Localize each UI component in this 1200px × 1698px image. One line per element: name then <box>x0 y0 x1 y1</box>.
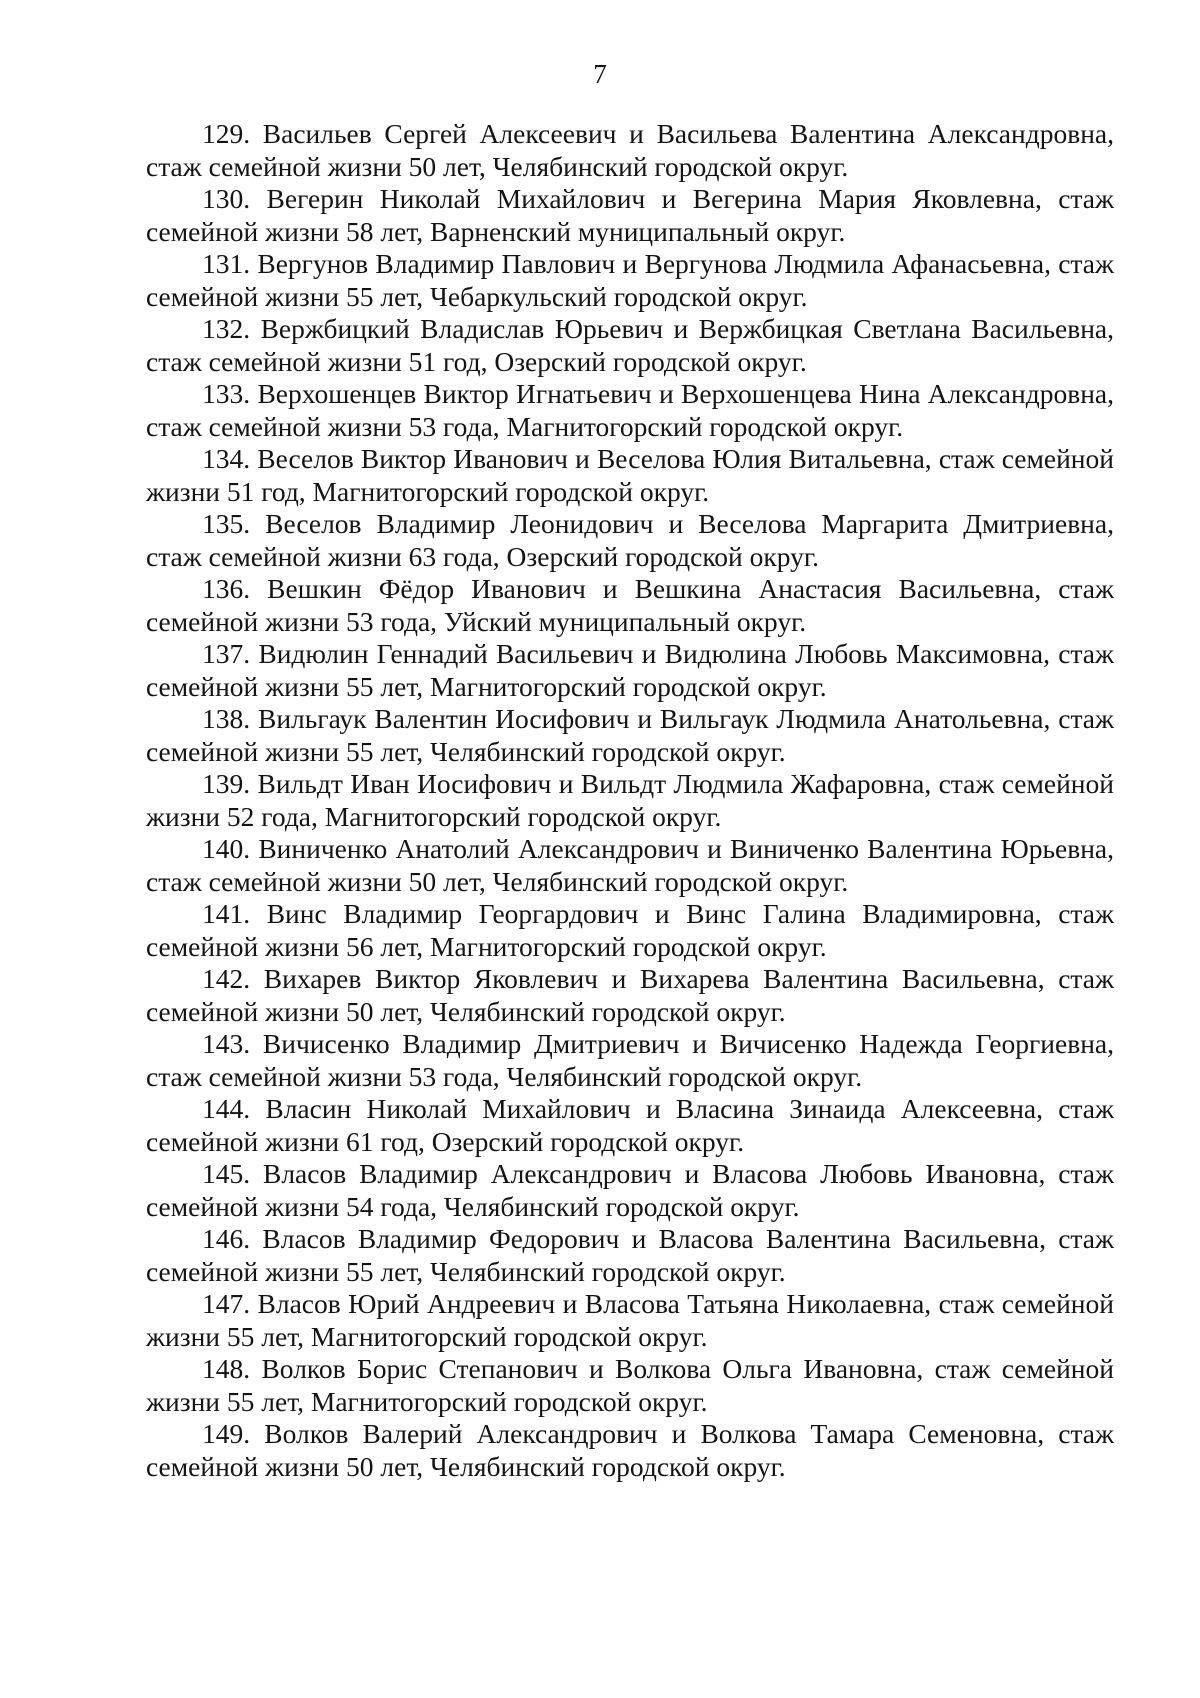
list-item: 133. Верхошенцев Виктор Игнатьевич и Верхошенцева Нина Александровна, стаж семейной жизни 53 года, Магнитогорский городской округ. <box>146 378 1114 442</box>
list-item: 147. Власов Юрий Андреевич и Власова Татьяна Николаевна, стаж семейной жизни 55 лет, Магнитогорский городской округ. <box>146 1288 1114 1352</box>
list-item: 138. Вильгаук Валентин Иосифович и Вильгаук Людмила Анатольевна, стаж семейной жизни 55 лет, Челябинский городской округ. <box>146 703 1114 767</box>
list-item: 139. Вильдт Иван Иосифович и Вильдт Людмила Жафаровна, стаж семейной жизни 52 года, Магнитогорский городской округ. <box>146 768 1114 832</box>
list-item: 130. Вегерин Николай Михайлович и Вегерина Мария Яковлевна, стаж семейной жизни 58 лет, Варненский муниципальный округ. <box>146 183 1114 247</box>
list-item: 131. Вергунов Владимир Павлович и Вергунова Людмила Афанасьевна, стаж семейной жизни 55 лет, Чебаркульский городской округ. <box>146 248 1114 312</box>
list-item: 142. Вихарев Виктор Яковлевич и Вихарева Валентина Васильевна, стаж семейной жизни 50 лет, Челябинский городской округ. <box>146 963 1114 1027</box>
list-item: 148. Волков Борис Степанович и Волкова Ольга Ивановна, стаж семейной жизни 55 лет, Магнитогорский городской округ. <box>146 1353 1114 1417</box>
list-item: 149. Волков Валерий Александрович и Волкова Тамара Семеновна, стаж семейной жизни 50 лет, Челябинский городской округ. <box>146 1418 1114 1482</box>
list-item: 144. Власин Николай Михайлович и Власина Зинаида Алексеевна, стаж семейной жизни 61 год, Озерский городской округ. <box>146 1093 1114 1157</box>
list-item: 134. Веселов Виктор Иванович и Веселова Юлия Витальевна, стаж семейной жизни 51 год, Магнитогорский городской округ. <box>146 443 1114 507</box>
list-item: 132. Вержбицкий Владислав Юрьевич и Вержбицкая Светлана Васильевна, стаж семейной жизни 51 год, Озерский городской округ. <box>146 313 1114 377</box>
page-number: 7 <box>593 59 607 89</box>
list-item: 136. Вешкин Фёдор Иванович и Вешкина Анастасия Васильевна, стаж семейной жизни 53 года, Уйский муниципальный округ. <box>146 573 1114 637</box>
list-item: 146. Власов Владимир Федорович и Власова Валентина Васильевна, стаж семейной жизни 55 лет, Челябинский городской округ. <box>146 1223 1114 1287</box>
list-item: 140. Виниченко Анатолий Александрович и Виниченко Валентина Юрьевна, стаж семейной жизни 50 лет, Челябинский городской округ. <box>146 833 1114 897</box>
list-item: 145. Власов Владимир Александрович и Власова Любовь Ивановна, стаж семейной жизни 54 года, Челябинский городской округ. <box>146 1158 1114 1222</box>
list-item: 143. Вичисенко Владимир Дмитриевич и Вичисенко Надежда Георгиевна, стаж семейной жизни 53 года, Челябинский городской округ. <box>146 1028 1114 1092</box>
list-item: 129. Васильев Сергей Алексеевич и Васильева Валентина Александровна, стаж семейной жизни 50 лет, Челябинский городской округ. <box>146 118 1114 182</box>
list-item: 141. Винс Владимир Георгардович и Винс Галина Владимировна, стаж семейной жизни 56 лет, Магнитогорский городской округ. <box>146 898 1114 962</box>
entry-list <box>146 118 1114 1483</box>
list-item: 135. Веселов Владимир Леонидович и Веселова Маргарита Дмитриевна, стаж семейной жизни 63 года, Озерский городской округ. <box>146 508 1114 572</box>
list-item: 137. Видюлин Геннадий Васильевич и Видюлина Любовь Максимовна, стаж семейной жизни 55 лет, Магнитогорский городской округ. <box>146 638 1114 702</box>
